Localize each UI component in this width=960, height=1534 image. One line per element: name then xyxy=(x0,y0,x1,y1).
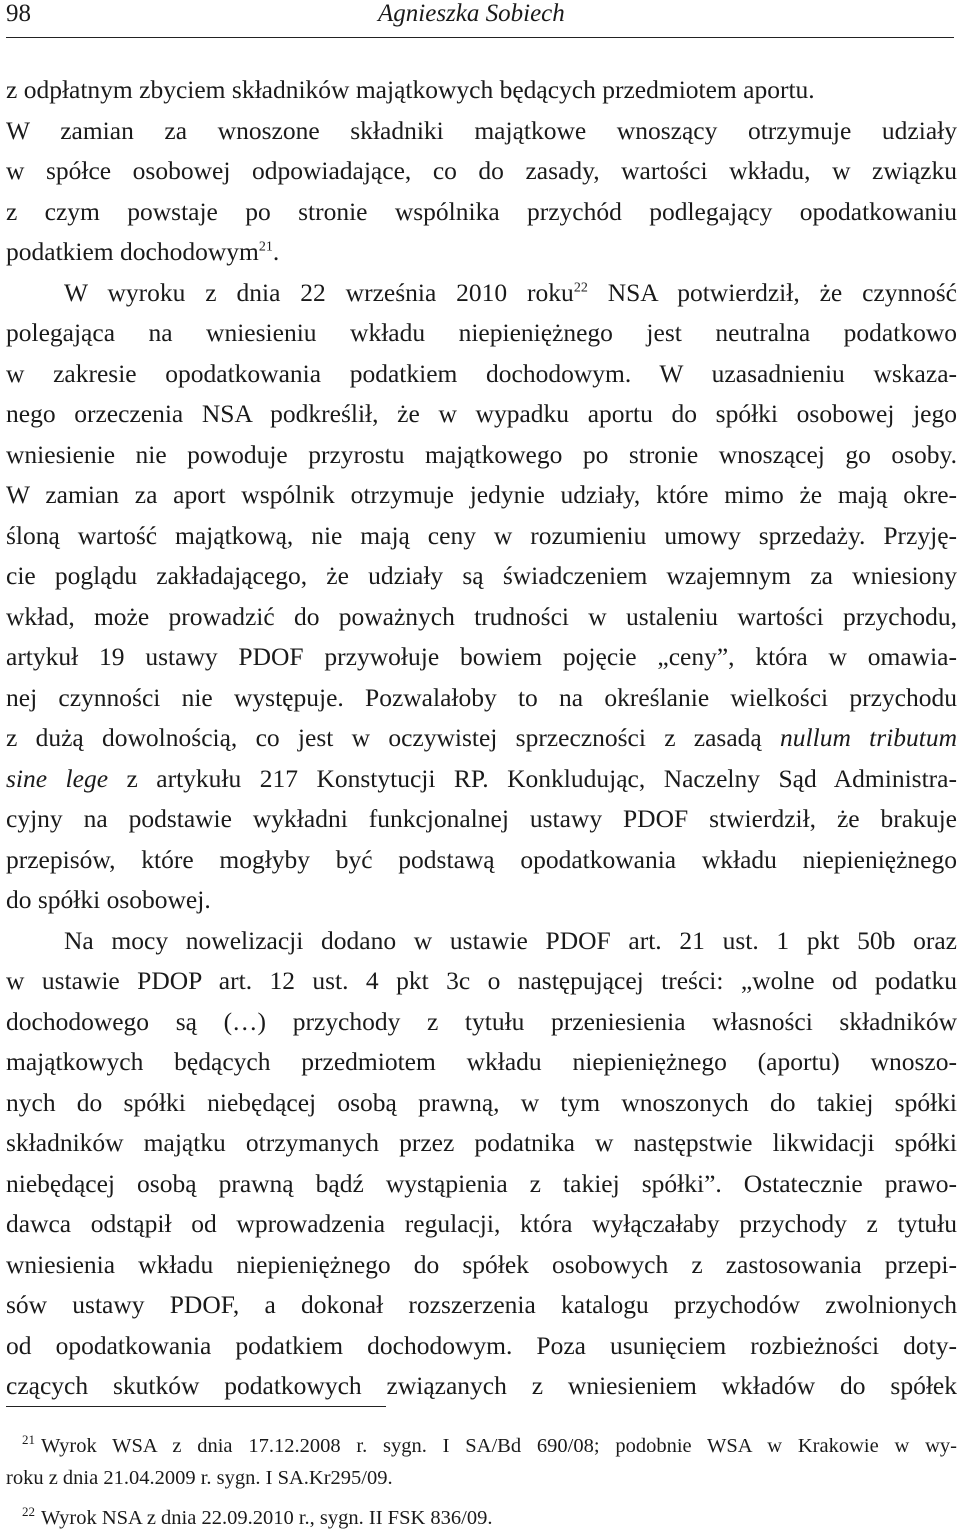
text-line xyxy=(6,1123,957,1164)
text-line xyxy=(6,1245,957,1286)
line-text: z dużą dowolnością, co jest w oczywistej sprzeczności z zasadą xyxy=(6,723,781,752)
line-text: cyjny na podstawie wykładni funkcjonalnej ustawy PDOF stwierdził, że brakuje xyxy=(6,804,957,833)
page-number: 98 xyxy=(6,0,31,27)
text-line xyxy=(6,1002,957,1043)
body-text xyxy=(6,70,957,1407)
italic-phrase: sine lege xyxy=(6,763,109,793)
text-line xyxy=(6,1042,957,1083)
italic-phrase: nullum tributum xyxy=(780,723,957,752)
line-text: przepisów, które mogłyby być podstawą opodatkowania wkładu niepieniężnego xyxy=(6,844,957,874)
line-text: dochodowego są (…) przychody z tytułu przeniesienia własności składników xyxy=(6,1006,957,1036)
line-text: podatkiem dochodowym xyxy=(6,237,259,266)
footnote-ref: 22 xyxy=(573,280,588,295)
text-line xyxy=(6,718,957,759)
line-text: polegająca na wniesieniu wkładu niepieniężnego jest neutralna podatkowo xyxy=(6,318,957,347)
line-text: artykuł 19 ustawy PDOF przywołuje bowiem pojęcie „ceny”, która w omawia- xyxy=(6,642,957,671)
line-text: od opodatkowania podatkiem dochodowym. Poza usunięciem rozbieżności doty- xyxy=(6,1330,957,1360)
footnote-ref: 21 xyxy=(258,239,273,255)
text-line xyxy=(6,70,957,111)
line-text: śloną wartość majątkową, nie mają ceny w rozumieniu umowy sprzedaży. Przyję- xyxy=(6,520,957,550)
line-text: do spółki osobowej. xyxy=(6,885,211,914)
line-text: nej czynności nie występuje. Pozwalałoby to na określanie wielkości przychodu xyxy=(6,682,957,712)
text-line xyxy=(6,1366,957,1407)
line-text: z artykułu 217 Konstytucji RP. Konkludując, Naczelny Sąd Administra- xyxy=(108,763,957,793)
text-line xyxy=(6,394,957,435)
running-head: Agnieszka Sobiech xyxy=(378,0,565,27)
footnote-text: Wyrok WSA z dnia 17.12.2008 r. sygn. I SA/Bd 690/08; podobnie WSA w Krakowie w wy- xyxy=(41,1435,957,1457)
text-line xyxy=(6,273,957,314)
line-text: wniesienia wkładu niepieniężnego do spółek osobowych z zastosowania przepi- xyxy=(6,1249,957,1279)
footnote xyxy=(6,1502,957,1534)
footnote-text: roku z dnia 21.04.2009 r. sygn. I SA.Kr295/09. xyxy=(6,1467,393,1489)
text-line xyxy=(6,597,957,638)
text-line xyxy=(6,961,957,1002)
line-text: W wyroku z dnia 22 września 2010 roku xyxy=(64,277,574,307)
line-text: w spółce osobowej odpowiadające, co do zasady, wartości wkładu, w związku xyxy=(6,156,957,185)
line-text: Na mocy nowelizacji dodano w ustawie PDOF art. 21 ust. 1 pkt 50b oraz xyxy=(64,925,957,955)
footnote xyxy=(6,1430,957,1462)
line-text: majątkowych będących przedmiotem wkładu niepieniężnego (aportu) wnoszo- xyxy=(6,1047,957,1076)
line-text: sów ustawy PDOF, a dokonał rozszerzenia katalogu przychodów zwolnionych xyxy=(6,1290,957,1319)
text-line xyxy=(6,1083,957,1124)
page-header xyxy=(6,0,954,38)
text-line xyxy=(6,192,957,233)
text-line xyxy=(6,475,957,516)
text-line xyxy=(6,637,957,678)
text-line xyxy=(6,516,957,557)
text-line xyxy=(6,435,957,476)
line-text: W zamian za wnoszone składniki majątkowe wnoszący otrzymuje udziały xyxy=(6,115,957,145)
footnote-separator xyxy=(6,1406,386,1407)
text-line xyxy=(6,1285,957,1326)
text-line xyxy=(6,840,957,881)
line-text: cie poglądu zakładającego, że udziały są świadczeniem wzajemnym za wniesiony xyxy=(6,561,957,590)
line-text: niebędącej osobą prawną bądź wystąpienia z takiej spółki”. Ostatecznie prawo- xyxy=(6,1168,957,1198)
text-line xyxy=(6,1164,957,1205)
line-text: w ustawie PDOP art. 12 ust. 4 pkt 3c o następującej treści: „wolne od podatku xyxy=(6,966,957,995)
line-text: w zakresie opodatkowania podatkiem dochodowym. W uzasadnieniu wskaza- xyxy=(6,358,957,388)
text-line xyxy=(6,313,957,354)
text-line xyxy=(6,880,957,921)
line-text: wkład, może prowadzić do poważnych trudności w ustaleniu wartości przychodu, xyxy=(6,601,957,631)
text-line xyxy=(6,678,957,719)
text-line xyxy=(6,921,957,962)
line-text: z odpłatnym zbyciem składników majątkowych będących przedmiotem aportu. xyxy=(6,75,815,104)
line-text: składników majątku otrzymanych przez podatnika w następstwie likwidacji spółki xyxy=(6,1128,957,1157)
text-line xyxy=(6,1326,957,1367)
line-text: wniesienie nie powoduje przyrostu majątkowego po stronie wnoszącej go osoby. xyxy=(6,439,957,469)
text-line xyxy=(6,799,957,840)
footnote-continuation xyxy=(6,1462,957,1494)
footnote-number: 21 xyxy=(22,1432,35,1448)
line-text: nego orzeczenia NSA podkreślił, że w wypadku aportu do spółki osobowej jego xyxy=(6,399,957,428)
text-line xyxy=(6,232,957,273)
line-text-continued: NSA potwierdził, że czynność xyxy=(587,277,957,307)
text-line xyxy=(6,556,957,597)
line-text: z czym powstaje po stronie wspólnika przychód podlegający opodatkowaniu xyxy=(6,196,957,226)
line-text: W zamian za aport wspólnik otrzymuje jedynie udziały, które mimo że mają okre- xyxy=(6,480,957,509)
text-line xyxy=(6,111,957,152)
footnote-text: Wyrok NSA z dnia 22.09.2010 r., sygn. II FSK 836/09. xyxy=(41,1507,493,1529)
text-line xyxy=(6,759,957,800)
footnotes xyxy=(6,1430,957,1534)
line-text: czących skutków podatkowych związanych z wniesieniem wkładów do spółek xyxy=(6,1371,957,1400)
line-text-continued: . xyxy=(272,237,280,266)
footnote-number: 22 xyxy=(22,1504,35,1520)
line-text: nych do spółki niebędącej osobą prawną, w tym wnoszonych do takiej spółki xyxy=(6,1087,957,1117)
line-text: dawca odstąpił od wprowadzenia regulacji, która wyłączałaby przychody z tytułu xyxy=(6,1209,957,1238)
text-line xyxy=(6,151,957,192)
text-line xyxy=(6,1204,957,1245)
text-line xyxy=(6,354,957,395)
